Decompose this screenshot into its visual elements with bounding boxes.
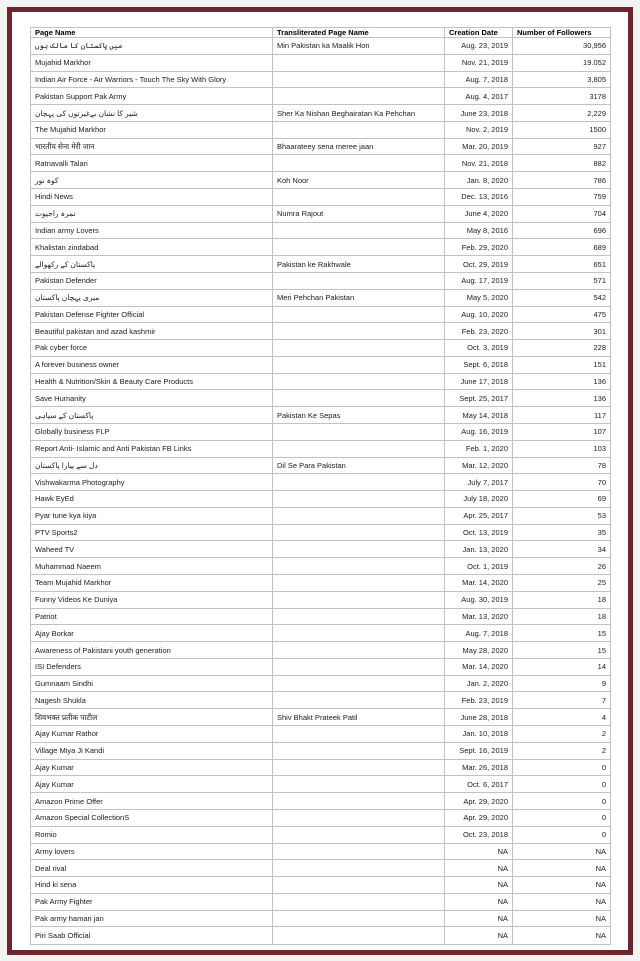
table-row — [31, 642, 611, 659]
table-row — [31, 726, 611, 743]
creation-date-cell: Aug. 7, 2018 — [445, 625, 513, 642]
page-name-cell: شیر کا نشان بےغیرتوں کی پہچان — [31, 105, 273, 122]
followers-cell: 689 — [513, 239, 611, 256]
transliterated-name-cell — [273, 323, 445, 340]
creation-date-cell: May 5, 2020 — [445, 289, 513, 306]
table-header-row — [31, 28, 611, 38]
column-header-transliterated-page-name: Transliterated Page Name — [273, 28, 445, 38]
page-name-cell: میری پہچان پاکستان — [31, 289, 273, 306]
transliterated-name-cell — [273, 356, 445, 373]
transliterated-name-cell — [273, 642, 445, 659]
followers-cell: 136 — [513, 373, 611, 390]
creation-date-cell: Aug. 10, 2020 — [445, 306, 513, 323]
table-row — [31, 172, 611, 189]
transliterated-name-cell — [273, 306, 445, 323]
page-name-cell: Waheed TV — [31, 541, 273, 558]
table-row — [31, 306, 611, 323]
page-name-cell: The Mujahid Markhor — [31, 121, 273, 138]
followers-cell: 2,229 — [513, 105, 611, 122]
followers-cell: 0 — [513, 793, 611, 810]
followers-cell: 30,956 — [513, 38, 611, 55]
creation-date-cell: Apr. 25, 2017 — [445, 507, 513, 524]
creation-date-cell: Feb. 29, 2020 — [445, 239, 513, 256]
table-row — [31, 340, 611, 357]
transliterated-name-cell — [273, 893, 445, 910]
followers-cell: 70 — [513, 474, 611, 491]
page-name-cell: Globally business FLP — [31, 423, 273, 440]
followers-cell: 26 — [513, 558, 611, 575]
table-row — [31, 54, 611, 71]
table-row — [31, 205, 611, 222]
page-name-cell: پاکستان کے سپاہی — [31, 407, 273, 424]
page-name-cell: Vishwakarma Photography — [31, 474, 273, 491]
creation-date-cell: Feb. 23, 2019 — [445, 692, 513, 709]
followers-cell: 25 — [513, 575, 611, 592]
followers-cell: 475 — [513, 306, 611, 323]
transliterated-name-cell — [273, 88, 445, 105]
table-row — [31, 776, 611, 793]
table-row — [31, 843, 611, 860]
followers-cell: 9 — [513, 675, 611, 692]
transliterated-name-cell: Koh Noor — [273, 172, 445, 189]
page-name-cell: Indian Air Force - Air Warriors - Touch The Sky With Glory — [31, 71, 273, 88]
table-row — [31, 105, 611, 122]
creation-date-cell: Aug. 30, 2019 — [445, 591, 513, 608]
creation-date-cell: Aug. 7, 2018 — [445, 71, 513, 88]
transliterated-name-cell — [273, 608, 445, 625]
page-name-cell: Indian army Lovers — [31, 222, 273, 239]
page-name-cell: Hawk EyEd — [31, 491, 273, 508]
page-name-cell: Pakistan Defender — [31, 272, 273, 289]
creation-date-cell: Oct. 3, 2019 — [445, 340, 513, 357]
page-name-cell: نمرہ راجپوت — [31, 205, 273, 222]
page-name-cell: Gumnaam Sindhi — [31, 675, 273, 692]
transliterated-name-cell: Min Pakistan ka Maalik Hon — [273, 38, 445, 55]
table-row — [31, 692, 611, 709]
page-name-cell: Amazon Prime Offer — [31, 793, 273, 810]
creation-date-cell: May 28, 2020 — [445, 642, 513, 659]
table-row — [31, 507, 611, 524]
page-frame — [7, 7, 633, 955]
creation-date-cell: June 4, 2020 — [445, 205, 513, 222]
transliterated-name-cell — [273, 272, 445, 289]
table-row — [31, 658, 611, 675]
transliterated-name-cell — [273, 71, 445, 88]
followers-cell: 7 — [513, 692, 611, 709]
creation-date-cell: Dec. 13, 2016 — [445, 189, 513, 206]
page-name-cell: Health & Nutrition/Skin & Beauty Care Products — [31, 373, 273, 390]
creation-date-cell: Oct. 1, 2019 — [445, 558, 513, 575]
followers-cell: 759 — [513, 189, 611, 206]
table-row — [31, 71, 611, 88]
followers-cell: NA — [513, 860, 611, 877]
creation-date-cell: Oct. 13, 2019 — [445, 524, 513, 541]
table-row — [31, 121, 611, 138]
report-table — [30, 27, 611, 945]
followers-cell: 1500 — [513, 121, 611, 138]
creation-date-cell: Mar. 12, 2020 — [445, 457, 513, 474]
page-name-cell: Deal rival — [31, 860, 273, 877]
creation-date-cell: Apr. 29, 2020 — [445, 809, 513, 826]
followers-cell: 117 — [513, 407, 611, 424]
table-row — [31, 860, 611, 877]
table-row — [31, 222, 611, 239]
transliterated-name-cell: Pakistan Ke Sepas — [273, 407, 445, 424]
creation-date-cell: Jan. 2, 2020 — [445, 675, 513, 692]
transliterated-name-cell: Sher Ka Nishan Beghairatan Ka Pehchan — [273, 105, 445, 122]
followers-cell: 107 — [513, 423, 611, 440]
page-name-cell: Piri Saab Official — [31, 927, 273, 945]
page-name-cell: Village Miya Ji Kandi — [31, 742, 273, 759]
followers-cell: 15 — [513, 642, 611, 659]
creation-date-cell: Mar. 14, 2020 — [445, 575, 513, 592]
followers-cell: 571 — [513, 272, 611, 289]
transliterated-name-cell — [273, 675, 445, 692]
table-row — [31, 910, 611, 927]
transliterated-name-cell — [273, 507, 445, 524]
transliterated-name-cell — [273, 121, 445, 138]
table-body — [31, 38, 611, 945]
transliterated-name-cell — [273, 474, 445, 491]
table-row — [31, 793, 611, 810]
transliterated-name-cell — [273, 860, 445, 877]
creation-date-cell: NA — [445, 927, 513, 945]
followers-cell: 882 — [513, 155, 611, 172]
followers-cell: 0 — [513, 809, 611, 826]
followers-cell: 0 — [513, 776, 611, 793]
followers-cell: 14 — [513, 658, 611, 675]
transliterated-name-cell — [273, 625, 445, 642]
followers-cell: NA — [513, 927, 611, 945]
followers-cell: 19.052 — [513, 54, 611, 71]
transliterated-name-cell — [273, 189, 445, 206]
creation-date-cell: Oct. 23, 2018 — [445, 826, 513, 843]
table-row — [31, 709, 611, 726]
creation-date-cell: Mar. 14, 2020 — [445, 658, 513, 675]
creation-date-cell: Sept. 25, 2017 — [445, 390, 513, 407]
followers-cell: 927 — [513, 138, 611, 155]
creation-date-cell: May 14, 2018 — [445, 407, 513, 424]
transliterated-name-cell: Numra Rajout — [273, 205, 445, 222]
followers-cell: NA — [513, 893, 611, 910]
page-name-cell: Khalistan zindabad — [31, 239, 273, 256]
table-row — [31, 423, 611, 440]
creation-date-cell: NA — [445, 860, 513, 877]
followers-cell: 0 — [513, 826, 611, 843]
page-name-cell: शिवभक्त प्रतीक पाटील — [31, 709, 273, 726]
followers-cell: 651 — [513, 256, 611, 273]
page-name-cell: Pakistan Support Pak Army — [31, 88, 273, 105]
table-row — [31, 440, 611, 457]
creation-date-cell: June 23, 2018 — [445, 105, 513, 122]
table-row — [31, 155, 611, 172]
transliterated-name-cell: Shiv Bhakt Prateek Patil — [273, 709, 445, 726]
page-name-cell: Pyar tune kya kiya — [31, 507, 273, 524]
page-name-cell: Hindi News — [31, 189, 273, 206]
creation-date-cell: Nov. 21, 2019 — [445, 54, 513, 71]
followers-cell: 18 — [513, 591, 611, 608]
followers-cell: 4 — [513, 709, 611, 726]
page-name-cell: میں پاکستان کا مالک ہوں — [31, 38, 273, 55]
transliterated-name-cell — [273, 843, 445, 860]
table-row — [31, 256, 611, 273]
table-row — [31, 373, 611, 390]
followers-cell: 151 — [513, 356, 611, 373]
followers-cell: 35 — [513, 524, 611, 541]
transliterated-name-cell — [273, 742, 445, 759]
table-row — [31, 491, 611, 508]
followers-cell: 15 — [513, 625, 611, 642]
creation-date-cell: NA — [445, 910, 513, 927]
transliterated-name-cell — [273, 759, 445, 776]
table-row — [31, 239, 611, 256]
table-row — [31, 38, 611, 55]
page-name-cell: کوہ نور — [31, 172, 273, 189]
transliterated-name-cell — [273, 591, 445, 608]
followers-cell: 3178 — [513, 88, 611, 105]
followers-cell: 136 — [513, 390, 611, 407]
creation-date-cell: Jan. 8, 2020 — [445, 172, 513, 189]
followers-cell: 53 — [513, 507, 611, 524]
page-name-cell: Beautiful pakistan and azad kashmir — [31, 323, 273, 340]
transliterated-name-cell — [273, 155, 445, 172]
followers-cell: 2 — [513, 742, 611, 759]
page-name-cell: دل سے پیارا پاکستان — [31, 457, 273, 474]
page-name-cell: Army lovers — [31, 843, 273, 860]
creation-date-cell: Aug. 16, 2019 — [445, 423, 513, 440]
table-row — [31, 742, 611, 759]
transliterated-name-cell — [273, 826, 445, 843]
transliterated-name-cell — [273, 54, 445, 71]
table-row — [31, 625, 611, 642]
table-row — [31, 759, 611, 776]
page-name-cell: Nagesh Shukla — [31, 692, 273, 709]
table-row — [31, 323, 611, 340]
transliterated-name-cell: Pakistan ke Rakhwale — [273, 256, 445, 273]
creation-date-cell: NA — [445, 877, 513, 894]
page-name-cell: Ajay Borkar — [31, 625, 273, 642]
transliterated-name-cell — [273, 726, 445, 743]
creation-date-cell: Jan. 10, 2018 — [445, 726, 513, 743]
transliterated-name-cell: Dil Se Para Pakistan — [273, 457, 445, 474]
creation-date-cell: Sept. 6, 2018 — [445, 356, 513, 373]
table-row — [31, 541, 611, 558]
table-row — [31, 189, 611, 206]
table-row — [31, 272, 611, 289]
page-name-cell: Ajay Kumar Rathor — [31, 726, 273, 743]
table-row — [31, 877, 611, 894]
table-row — [31, 356, 611, 373]
page-name-cell: भारतीय सेना मेरी जान — [31, 138, 273, 155]
transliterated-name-cell — [273, 491, 445, 508]
transliterated-name-cell — [273, 340, 445, 357]
page-name-cell: Patriot — [31, 608, 273, 625]
transliterated-name-cell — [273, 373, 445, 390]
transliterated-name-cell — [273, 877, 445, 894]
followers-cell: 3,805 — [513, 71, 611, 88]
followers-cell: 2 — [513, 726, 611, 743]
page-name-cell: Ratnavalli Talari — [31, 155, 273, 172]
page-name-cell: ISI Defenders — [31, 658, 273, 675]
page-name-cell: Funny Videos Ke Duniya — [31, 591, 273, 608]
table-row — [31, 390, 611, 407]
table-row — [31, 575, 611, 592]
table-row — [31, 524, 611, 541]
creation-date-cell: Mar. 13, 2020 — [445, 608, 513, 625]
page-name-cell: Pak Army Fighter — [31, 893, 273, 910]
creation-date-cell: Oct. 29, 2019 — [445, 256, 513, 273]
table-row — [31, 927, 611, 945]
creation-date-cell: July 7, 2017 — [445, 474, 513, 491]
followers-cell: 0 — [513, 759, 611, 776]
transliterated-name-cell — [273, 423, 445, 440]
page-name-cell: Pak army hamari jan — [31, 910, 273, 927]
followers-cell: 704 — [513, 205, 611, 222]
transliterated-name-cell — [273, 910, 445, 927]
table-row — [31, 474, 611, 491]
table-row — [31, 289, 611, 306]
column-header-number-of-followers: Number of Followers — [513, 28, 611, 38]
transliterated-name-cell — [273, 575, 445, 592]
page-name-cell: Team Mujahid Markhor — [31, 575, 273, 592]
transliterated-name-cell — [273, 440, 445, 457]
creation-date-cell: June 17, 2018 — [445, 373, 513, 390]
followers-cell: 786 — [513, 172, 611, 189]
creation-date-cell: NA — [445, 893, 513, 910]
page-name-cell: Muhammad Naeem — [31, 558, 273, 575]
table-row — [31, 138, 611, 155]
table-row — [31, 826, 611, 843]
transliterated-name-cell — [273, 524, 445, 541]
page-name-cell: Mujahid Markhor — [31, 54, 273, 71]
followers-cell: 18 — [513, 608, 611, 625]
followers-cell: 301 — [513, 323, 611, 340]
followers-cell: NA — [513, 910, 611, 927]
creation-date-cell: Nov. 2, 2019 — [445, 121, 513, 138]
page-name-cell: PTV Sports2 — [31, 524, 273, 541]
transliterated-name-cell — [273, 541, 445, 558]
creation-date-cell: June 28, 2018 — [445, 709, 513, 726]
followers-cell: 228 — [513, 340, 611, 357]
page-name-cell: Pakistan Defense Fighter Official — [31, 306, 273, 323]
creation-date-cell: NA — [445, 843, 513, 860]
transliterated-name-cell — [273, 692, 445, 709]
table-row — [31, 407, 611, 424]
column-header-page-name: Page Name — [31, 28, 273, 38]
table-row — [31, 558, 611, 575]
table-row — [31, 809, 611, 826]
page-name-cell: Report Anti- Islamic and Anti Pakistan FB Links — [31, 440, 273, 457]
page-name-cell: Romio — [31, 826, 273, 843]
table-row — [31, 88, 611, 105]
creation-date-cell: May 8, 2016 — [445, 222, 513, 239]
table-row — [31, 893, 611, 910]
table-row — [31, 608, 611, 625]
creation-date-cell: Nov. 21, 2018 — [445, 155, 513, 172]
creation-date-cell: Aug. 23, 2019 — [445, 38, 513, 55]
followers-cell: NA — [513, 843, 611, 860]
creation-date-cell: July 18, 2020 — [445, 491, 513, 508]
transliterated-name-cell — [273, 239, 445, 256]
creation-date-cell: Apr. 29, 2020 — [445, 793, 513, 810]
creation-date-cell: Aug. 4, 2017 — [445, 88, 513, 105]
transliterated-name-cell — [273, 558, 445, 575]
transliterated-name-cell — [273, 793, 445, 810]
column-header-creation-date: Creation Date — [445, 28, 513, 38]
page-name-cell: Awareness of Pakistani youth generation — [31, 642, 273, 659]
page-name-cell: Ajay Kumar — [31, 759, 273, 776]
followers-cell: NA — [513, 877, 611, 894]
page-name-cell: پاکستان کے رکھوالے — [31, 256, 273, 273]
followers-cell: 34 — [513, 541, 611, 558]
creation-date-cell: Feb. 1, 2020 — [445, 440, 513, 457]
page-name-cell: Save Humanity — [31, 390, 273, 407]
creation-date-cell: Oct. 6, 2017 — [445, 776, 513, 793]
transliterated-name-cell: Bhaarateey sena meree jaan — [273, 138, 445, 155]
creation-date-cell: Mar. 26, 2018 — [445, 759, 513, 776]
table-row — [31, 591, 611, 608]
transliterated-name-cell: Meri Pehchan Pakistan — [273, 289, 445, 306]
transliterated-name-cell — [273, 809, 445, 826]
creation-date-cell: Jan. 13, 2020 — [445, 541, 513, 558]
followers-cell: 78 — [513, 457, 611, 474]
transliterated-name-cell — [273, 222, 445, 239]
table-row — [31, 457, 611, 474]
creation-date-cell: Feb. 23, 2020 — [445, 323, 513, 340]
page-name-cell: Pak cyber force — [31, 340, 273, 357]
creation-date-cell: Mar. 20, 2019 — [445, 138, 513, 155]
followers-cell: 542 — [513, 289, 611, 306]
table-row — [31, 675, 611, 692]
transliterated-name-cell — [273, 390, 445, 407]
creation-date-cell: Sept. 16, 2019 — [445, 742, 513, 759]
transliterated-name-cell — [273, 927, 445, 945]
followers-cell: 696 — [513, 222, 611, 239]
followers-cell: 103 — [513, 440, 611, 457]
page-name-cell: Amazon Special CollectionS — [31, 809, 273, 826]
transliterated-name-cell — [273, 658, 445, 675]
transliterated-name-cell — [273, 776, 445, 793]
page-name-cell: Ajay Kumar — [31, 776, 273, 793]
followers-cell: 69 — [513, 491, 611, 508]
creation-date-cell: Aug. 17, 2019 — [445, 272, 513, 289]
page-name-cell: A forever business owner — [31, 356, 273, 373]
page-name-cell: Hind ki sena — [31, 877, 273, 894]
